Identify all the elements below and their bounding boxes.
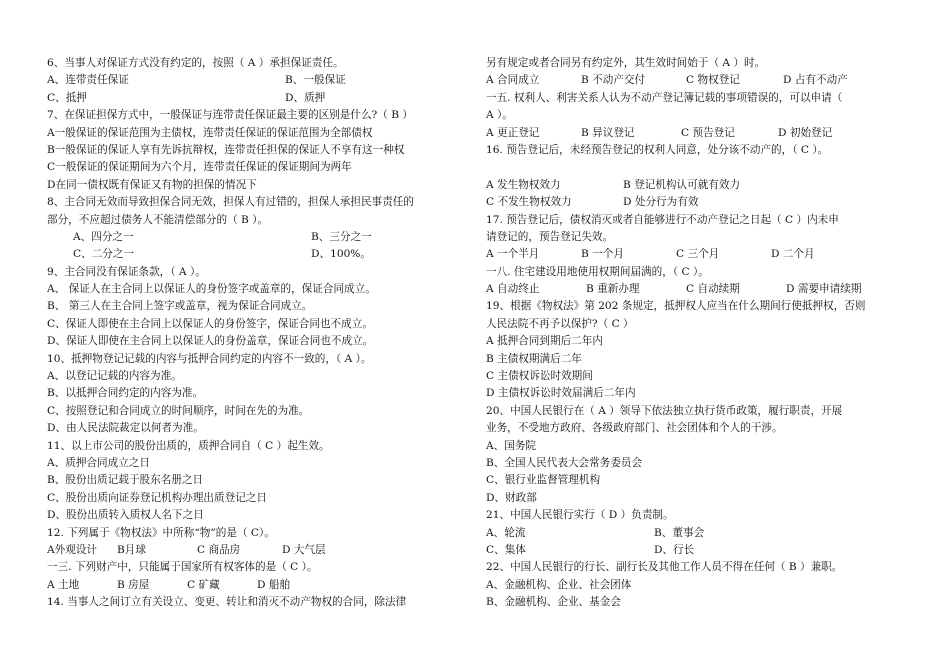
left-column <box>47 55 472 612</box>
text-line <box>486 194 911 211</box>
text-line: A、质押合同成立之日 <box>47 456 150 469</box>
option-text: B 房屋 <box>117 578 150 591</box>
text-line <box>47 577 472 594</box>
option-text: C 预告登记 <box>681 126 735 139</box>
text-line: 17. 预告登记后，债权消灭或者自能够进行不动产登记之日起（ C ）内未申 <box>486 213 839 226</box>
text-line: A、 保证人在主合同上以保证人的身份签字或盖章的，保证合同成立。 <box>47 283 376 296</box>
option-text: C 三个月 <box>676 248 720 261</box>
text-line: B、以抵押合同约定的内容为准。 <box>47 387 204 400</box>
text-line: A一般保证的保证范围为主债权，连带责任保证的保证范围为全部债权 <box>47 126 373 139</box>
text-line: C、按照登记和合同成立的时间顺序，时间在先的为准。 <box>47 404 310 417</box>
option-text: D 初始登记 <box>778 126 833 139</box>
text-line <box>486 72 911 89</box>
text-line: 一五. 权利人、利害关系人认为不动产登记簿记载的事项错误的，可以申请（ <box>486 91 843 104</box>
text-line: 业务，不受地方政府、各级政府部门、社会团体和个人的干涉。 <box>486 422 783 435</box>
text-line: D 主债权诉讼时效届满后二年内 <box>486 387 636 400</box>
text-line: B、全国人民代表大会常务委员会 <box>486 456 643 469</box>
text-line: C、股份出质向证券登记机构办理出质登记之日 <box>47 491 267 504</box>
text-line: B、金融机构、企业、基金会 <box>486 596 621 609</box>
text-line: 一八. 住宅建设用地使用权期间届满的，（ C ）。 <box>486 265 709 278</box>
text-line: 19、根据《物权法》第 202 条规定，抵押权人应当在什么期间行使抵押权，否则 <box>486 300 866 313</box>
text-line <box>486 281 911 298</box>
text-line: 请登记的，预告登记失效。 <box>486 230 614 243</box>
option-text: B、董事会 <box>654 526 705 539</box>
text-line <box>486 177 911 194</box>
text-line: C、保证人即使在主合同上以保证人的身份签字，保证合同也不成立。 <box>47 317 373 330</box>
option-text: A 发生物权效力 <box>486 178 561 191</box>
text-line <box>47 90 472 107</box>
text-line: 7、在保证担保方式中，一般保证与连带责任保证最主要的区别是什么?（ B ） <box>47 109 413 122</box>
text-line: 11、以上市公司的股份出质的，质押合同自（ C ）起生效。 <box>47 439 330 452</box>
text-line <box>486 525 911 542</box>
text-line: B 主债权期满后二年 <box>486 352 582 365</box>
text-line: 20、中国人民银行在（ A ）领导下依法独立执行货币政策，履行职责，开展 <box>486 404 843 417</box>
option-text: C、集体 <box>486 543 526 556</box>
text-line: B、 第三人在主合同上签字或盖章，视为保证合同成立。 <box>47 300 313 313</box>
option-text: C 商品房 <box>197 543 241 556</box>
option-text: B 重新办理 <box>586 283 640 296</box>
text-line: D、股份出质转入质权人名下之日 <box>47 509 204 522</box>
option-text: D 占有不动产 <box>783 74 848 87</box>
option-text: D 需要申请续期 <box>786 283 862 296</box>
option-text: C 不发生物权效力 <box>486 196 572 209</box>
text-line: D、财政部 <box>486 491 537 504</box>
text-line: A ）。 <box>486 109 513 122</box>
text-line: D在同一债权既有保证又有物的担保的情况下 <box>47 178 257 191</box>
option-text: C 矿藏 <box>187 578 220 591</box>
option-text: C、二分之一 <box>73 248 135 261</box>
option-text: A、轮流 <box>486 526 526 539</box>
option-text: B 登记机构认可就有效力 <box>623 178 741 191</box>
option-text: A 合同成立 <box>486 74 540 87</box>
text-line: 8、主合同无效而导致担保合同无效，担保人有过错的，担保人承担民事责任的 <box>47 196 414 209</box>
text-line: 一三. 下列财产中，只能属于国家所有权客体的是（ C ）。 <box>47 561 318 574</box>
option-text: B、一般保证 <box>285 74 346 87</box>
option-text: B 异议登记 <box>581 126 635 139</box>
text-line: 10、抵押物登记记载的内容与抵押合同约定的内容不一致的，（ A ）。 <box>47 352 372 365</box>
option-text: A外观设计 <box>47 543 98 556</box>
option-text: C、抵押 <box>47 91 87 104</box>
text-line: 21、中国人民银行实行（ D ）负责制。 <box>486 509 674 522</box>
text-line: A、金融机构、企业、社会团体 <box>486 578 632 591</box>
option-text: B月球 <box>117 543 146 556</box>
text-line: D、保证人即使在主合同上以保证人的身份盖章，保证合同也不成立。 <box>47 335 374 348</box>
text-line: 人民法院不再予以保护?（ C ） <box>486 317 634 330</box>
option-text: C 物权登记 <box>686 74 740 87</box>
text-line <box>486 542 911 559</box>
right-column <box>486 55 911 612</box>
option-text: B 不动产交付 <box>581 74 646 87</box>
option-text: D 大气层 <box>282 543 326 556</box>
option-text: A 一个半月 <box>486 248 540 261</box>
option-text: A、连带责任保证 <box>47 74 129 87</box>
text-line <box>486 159 911 176</box>
text-line: B一般保证的保证人享有先诉抗辩权，连带责任担保的保证人不享有这一种权 <box>47 143 405 156</box>
option-text: D、行长 <box>654 543 695 556</box>
text-line: 6、当事人对保证方式没有约定的，按照（ A ）承担保证责任。 <box>47 57 344 69</box>
text-line <box>47 229 472 246</box>
text-line: 14. 当事人之间订立有关设立、变更、转让和消灭不动产物权的合同，除法律 <box>47 596 407 609</box>
option-text: A 土地 <box>47 578 80 591</box>
text-line <box>47 72 472 89</box>
text-line: 另有规定或者合同另有约定外，其生效时间始于（ A ）时。 <box>486 57 766 69</box>
text-line: 16. 预告登记后，未经预告登记的权利人同意，处分该不动产的，（ C ）。 <box>486 143 829 156</box>
text-line: 12. 下列属于《物权法》中所称“物”的是（ C）。 <box>47 526 275 539</box>
option-text: D 船舶 <box>257 578 291 591</box>
option-text: D、100%。 <box>311 248 371 261</box>
text-line: A、以登记记载的内容为准。 <box>47 370 182 383</box>
option-text: B 一个月 <box>581 248 624 261</box>
option-text: D 处分行为有效 <box>623 196 699 209</box>
option-text: B、三分之一 <box>311 230 372 243</box>
text-line: C一般保证的保证期间为六个月，连带责任保证的保证期间为两年 <box>47 161 352 174</box>
text-line: 9、主合同没有保证条款，（ A ）。 <box>47 265 206 278</box>
text-line <box>486 125 911 142</box>
option-text: D 二个月 <box>771 248 815 261</box>
option-text: D、质押 <box>285 91 326 104</box>
text-line <box>47 542 472 559</box>
text-line: A、国务院 <box>486 439 537 452</box>
option-text: A、四分之一 <box>73 230 134 243</box>
text-line: C 主债权诉讼时效期间 <box>486 370 593 383</box>
text-line: 部分，不应超过债务人不能清偿部分的（ B ）。 <box>47 213 269 226</box>
text-line: C、银行业监督管理机构 <box>486 474 601 487</box>
text-line: A 抵押合同到期后二年内 <box>486 335 603 348</box>
option-text: A 更正登记 <box>486 126 540 139</box>
option-text: C 自动续期 <box>686 283 740 296</box>
text-line: 22、中国人民银行的行长、副行长及其他工作人员不得在任何（ B ）兼职。 <box>486 561 843 574</box>
text-line: D、由人民法院裁定以何者为准。 <box>47 422 204 435</box>
option-text: A 自动终止 <box>486 283 540 296</box>
text-line: B、股份出质记载于股东名册之日 <box>47 474 204 487</box>
text-line <box>486 246 911 263</box>
text-line <box>47 246 472 263</box>
